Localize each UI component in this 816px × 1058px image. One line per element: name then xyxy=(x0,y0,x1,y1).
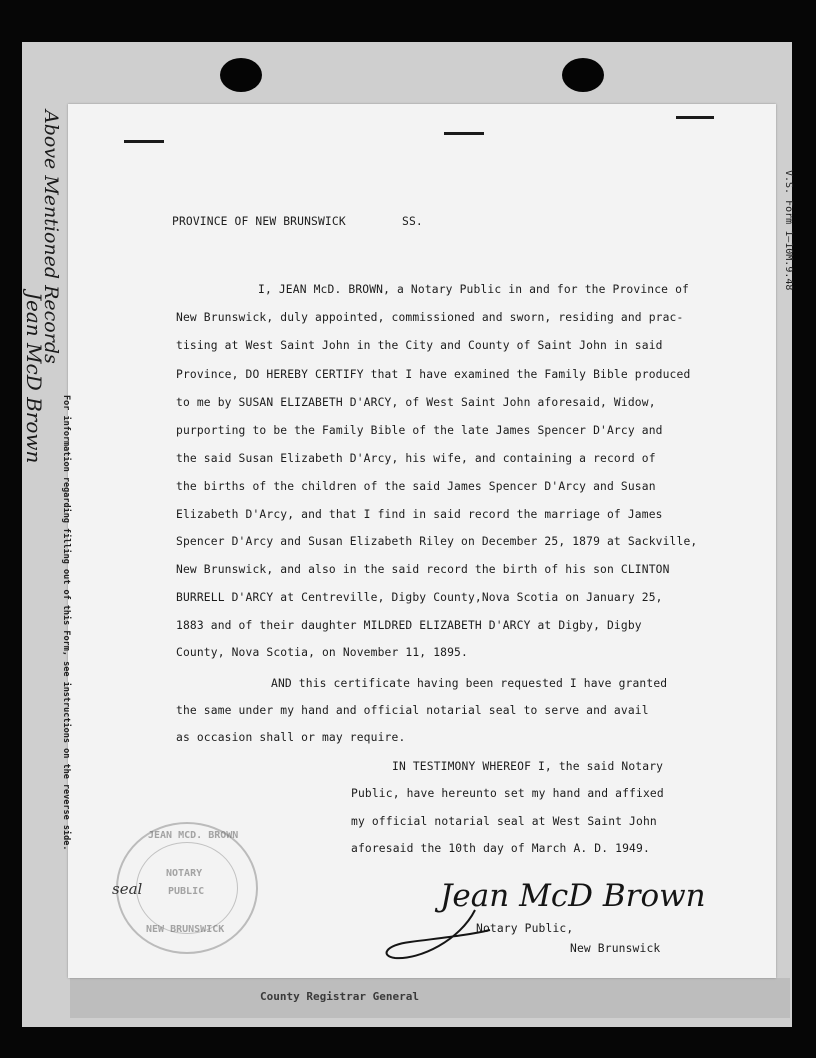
granted-line: AND this certificate having been requested I have granted xyxy=(271,677,668,690)
tick-mark-left xyxy=(124,140,164,143)
signer-title: Notary Public, xyxy=(476,922,574,935)
testimony-line: Public, have hereunto set my hand and affixed xyxy=(351,787,664,800)
ss-label: SS. xyxy=(402,215,423,228)
signer-location: New Brunswick xyxy=(570,942,661,955)
body-line: the said Susan Elizabeth D'Arcy, his wife, and containing a record of xyxy=(176,452,656,465)
body-line: Province, DO HEREBY CERTIFY that I have examined the Family Bible produced xyxy=(176,368,691,381)
signature: Jean McD Brown xyxy=(440,878,706,914)
body-line: I, JEAN McD. BROWN, a Notary Public in and for the Province of xyxy=(258,283,689,296)
bottom-strip-text: County Registrar General xyxy=(260,990,419,1003)
seal-top-text: JEAN MCD. BROWN xyxy=(148,830,239,841)
body-line: tising at West Saint John in the City and County of Saint John in said xyxy=(176,339,663,352)
body-line: New Brunswick, and also in the said record the birth of his son CLINTON xyxy=(176,563,670,576)
body-line: to me by SUSAN ELIZABETH D'ARCY, of West Saint John aforesaid, Widow, xyxy=(176,396,656,409)
punch-hole-right xyxy=(562,58,604,92)
seal-bottom-text: NEW BRUNSWICK xyxy=(146,924,225,935)
body-line: BURRELL D'ARCY at Centreville, Digby County,Nova Scotia on January 25, xyxy=(176,591,663,604)
granted-line: the same under my hand and official notarial seal to serve and avail xyxy=(176,704,649,717)
body-line: Spencer D'Arcy and Susan Elizabeth Riley on December 25, 1879 at Sackville, xyxy=(176,535,698,548)
body-line: purporting to be the Family Bible of the late James Spencer D'Arcy and xyxy=(176,424,663,437)
body-line: the births of the children of the said James Spencer D'Arcy and Susan xyxy=(176,480,656,493)
body-line: New Brunswick, duly appointed, commissioned and sworn, residing and prac- xyxy=(176,311,684,324)
body-line: Elizabeth D'Arcy, and that I find in said record the marriage of James xyxy=(176,508,663,521)
seal-middle-text: NOTARY xyxy=(166,868,203,879)
testimony-line: IN TESTIMONY WHEREOF I, the said Notary xyxy=(392,760,664,773)
body-line: County, Nova Scotia, on November 11, 1895. xyxy=(176,646,468,659)
body-line: 1883 and of their daughter MILDRED ELIZABETH D'ARCY at Digby, Digby xyxy=(176,619,642,632)
punch-hole-left xyxy=(220,58,262,92)
handwritten-seal-note: seal xyxy=(112,880,143,898)
scanned-document: County Registrar General Above Mentioned Records Jean McD Brown V.S. Form 1—10M.9.48 For information regarding filling out of this Form, see instructions on the reverse side. PROVINCE OF NEW BRUNSWICK SS. I, JEAN McD. BROWN, a Notary Public in and for the Province of New Brunswick, duly appointed, commissioned and sworn, residing and prac- tising at West Saint John in the City and County of Saint John in said Province, DO HEREBY CERTIFY that I have examined the Family Bible produced to me by SUSAN ELIZABETH D'ARCY, of West Saint John aforesaid, Widow, purporting to be the Family Bible of the late James Spencer D'Arcy and the said Susan Elizabeth D'Arcy, his wife, and containing a record of the births of the children of the said James Spencer D'Arcy and Susan Elizabeth D'Arcy, and that I find in said record the marriage of James Spencer D'Arcy and Susan Elizabeth Riley on December 25, 1879 at Sackville, New Brunswick, and also in the said record the birth of his son CLINTON BURRELL D'ARCY at Centreville, Digby County,Nova Scotia on January 25, 1883 and of their daughter MILDRED ELIZABETH D'ARCY at Digby, Digby County, Nova Scotia, on November 11, 1895. AND this certificate having been requested I have granted the same under my hand and official notarial seal to serve and avail as occasion shall or may require. IN TESTIMONY WHEREOF I, the said Notary Public, have hereunto set my hand and affixed my official notarial seal at West Saint John aforesaid the 10th day of March A. D. 1949. Notary Public, New Brunswick JEAN MCD. BROWN NOTARY PUBLIC NEW BRUNSWICK seal Jean McD Brown xyxy=(0,0,816,1058)
signature-flourish xyxy=(380,900,500,970)
testimony-line: aforesaid the 10th day of March A. D. 1949. xyxy=(351,842,650,855)
seal-middle-text-2: PUBLIC xyxy=(168,886,205,897)
tick-mark-center xyxy=(444,132,484,135)
testimony-line: my official notarial seal at West Saint John xyxy=(351,815,657,828)
form-code: V.S. Form 1—10M.9.48 xyxy=(783,170,794,291)
granted-line: as occasion shall or may require. xyxy=(176,731,406,744)
tick-mark-right xyxy=(676,116,714,119)
province-heading: PROVINCE OF NEW BRUNSWICK xyxy=(172,215,346,228)
underlying-form-bottom-strip xyxy=(70,978,790,1018)
